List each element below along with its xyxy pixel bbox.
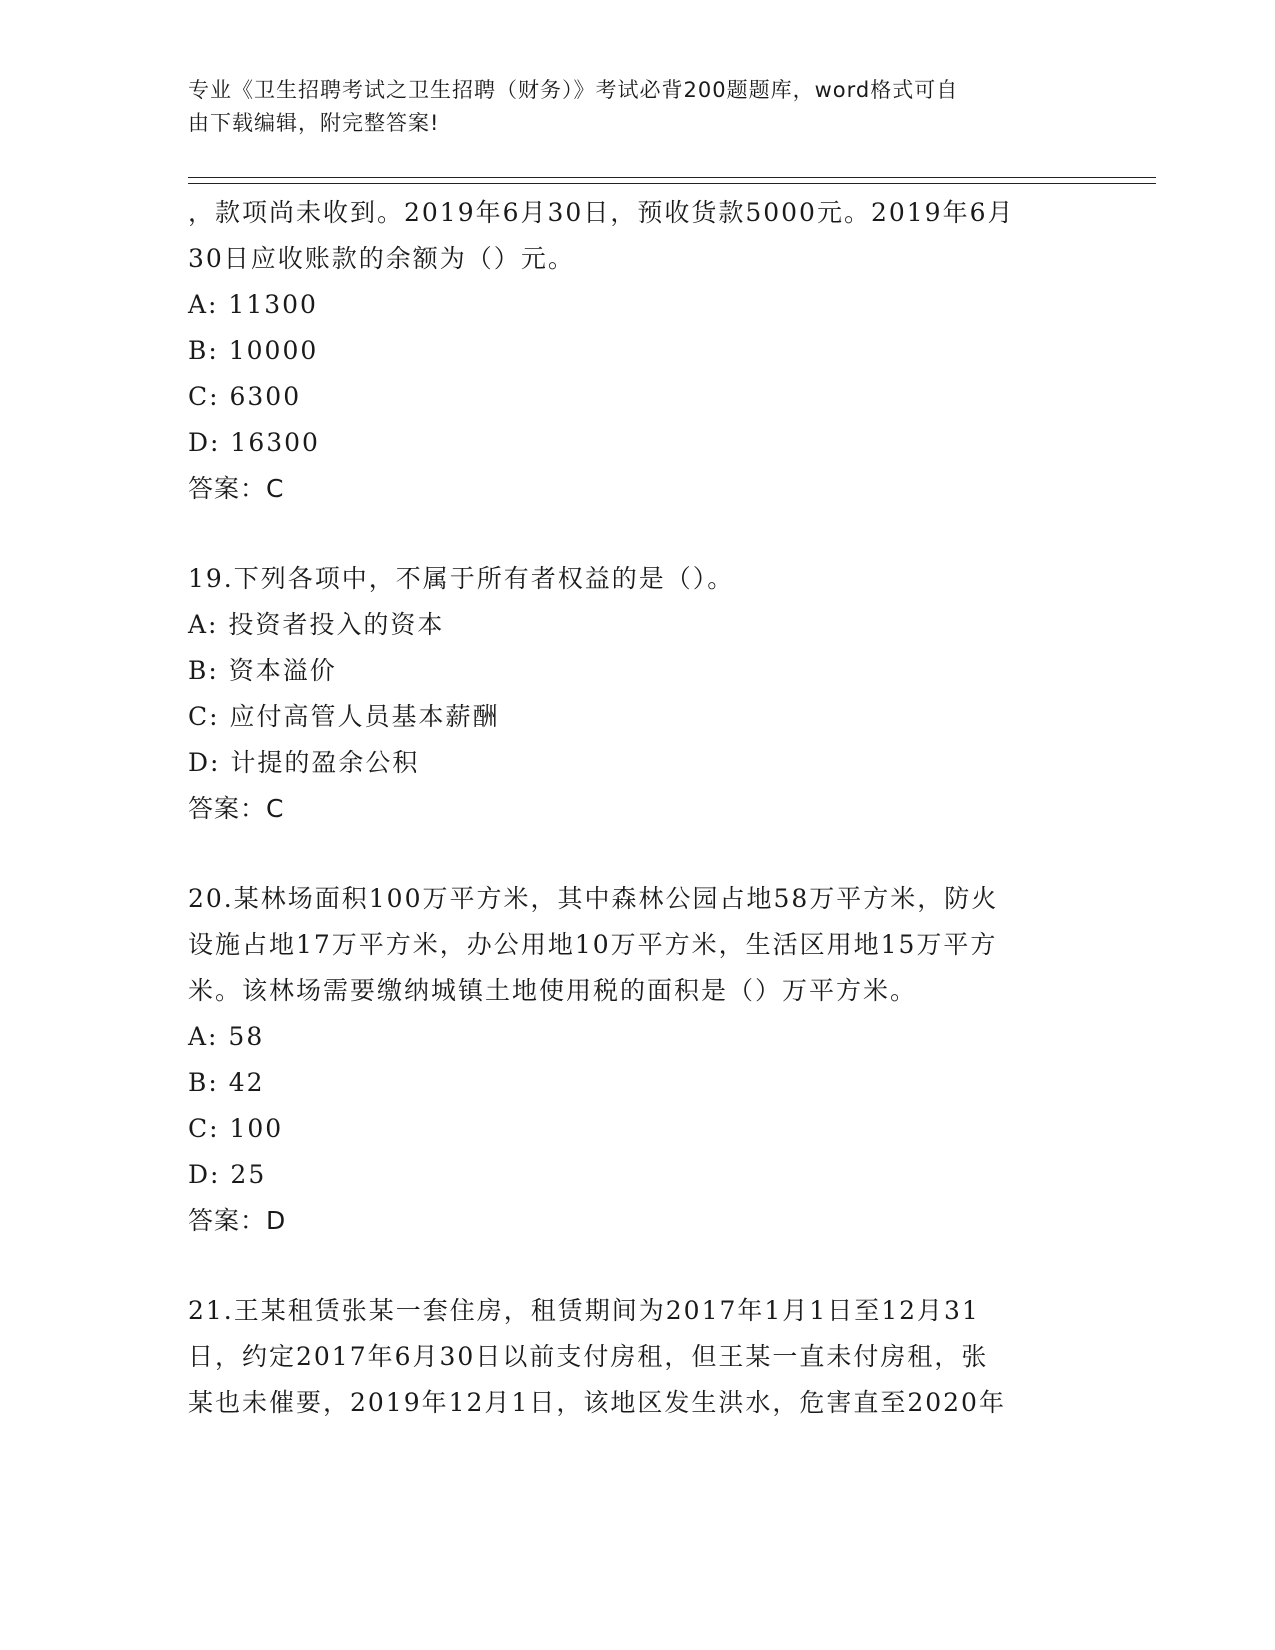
question-20 xyxy=(188,876,1088,1244)
question-stem-line: 30日应收账款的余额为（）元。 xyxy=(188,244,575,273)
document-header xyxy=(188,74,1068,140)
question-stem-line: 20.某林场面积100万平方米，其中森林公园占地58万平方米，防火 xyxy=(188,884,999,913)
header-divider-bottom xyxy=(188,183,1156,184)
answer-line: 答案：C xyxy=(188,474,285,503)
option-d: D: 计提的盈余公积 xyxy=(188,748,420,777)
option-a: A: 投资者投入的资本 xyxy=(188,610,445,639)
question-19 xyxy=(188,556,1088,832)
answer-line: 答案：C xyxy=(188,794,285,823)
header-divider-top xyxy=(188,177,1156,178)
question-spacer xyxy=(188,832,1088,876)
header-title-line-2: 由下载编辑，附完整答案! xyxy=(188,111,440,135)
question-stem-line: 设施占地17万平方米，办公用地10万平方米，生活区用地15万平方 xyxy=(188,930,998,959)
question-stem-line: 21.王某租赁张某一套住房，租赁期间为2017年1月1日至12月31 xyxy=(188,1296,980,1325)
header-title-line-1: 专业《卫生招聘考试之卫生招聘（财务）》考试必背200题题库，word格式可自 xyxy=(188,78,959,102)
question-content xyxy=(188,190,1088,1426)
question-stem-line: 19.下列各项中，不属于所有者权益的是（）。 xyxy=(188,564,735,593)
question-stem-line: 米。该林场需要缴纳城镇土地使用税的面积是（）万平方米。 xyxy=(188,976,918,1005)
question-spacer xyxy=(188,1244,1088,1288)
question-stem-line: 某也未催要，2019年12月1日，该地区发生洪水，危害直至2020年 xyxy=(188,1388,1006,1417)
option-c: C: 100 xyxy=(188,1114,284,1143)
option-a: A: 11300 xyxy=(188,290,318,319)
answer-line: 答案：D xyxy=(188,1206,287,1235)
option-c: C: 6300 xyxy=(188,382,302,411)
option-a: A: 58 xyxy=(188,1022,265,1051)
option-b: B: 资本溢价 xyxy=(188,656,337,685)
option-b: B: 42 xyxy=(188,1068,265,1097)
option-d: D: 16300 xyxy=(188,428,320,457)
option-c: C: 应付高管人员基本薪酬 xyxy=(188,702,500,731)
question-stem-line: ，款项尚未收到。2019年6月30日，预收货款5000元。2019年6月 xyxy=(188,198,1015,227)
question-21 xyxy=(188,1288,1088,1426)
question-stem-line: 日，约定2017年6月30日以前支付房租，但王某一直未付房租，张 xyxy=(188,1342,989,1371)
option-d: D: 25 xyxy=(188,1160,267,1189)
question-18 xyxy=(188,190,1088,512)
question-spacer xyxy=(188,512,1088,556)
option-b: B: 10000 xyxy=(188,336,319,365)
